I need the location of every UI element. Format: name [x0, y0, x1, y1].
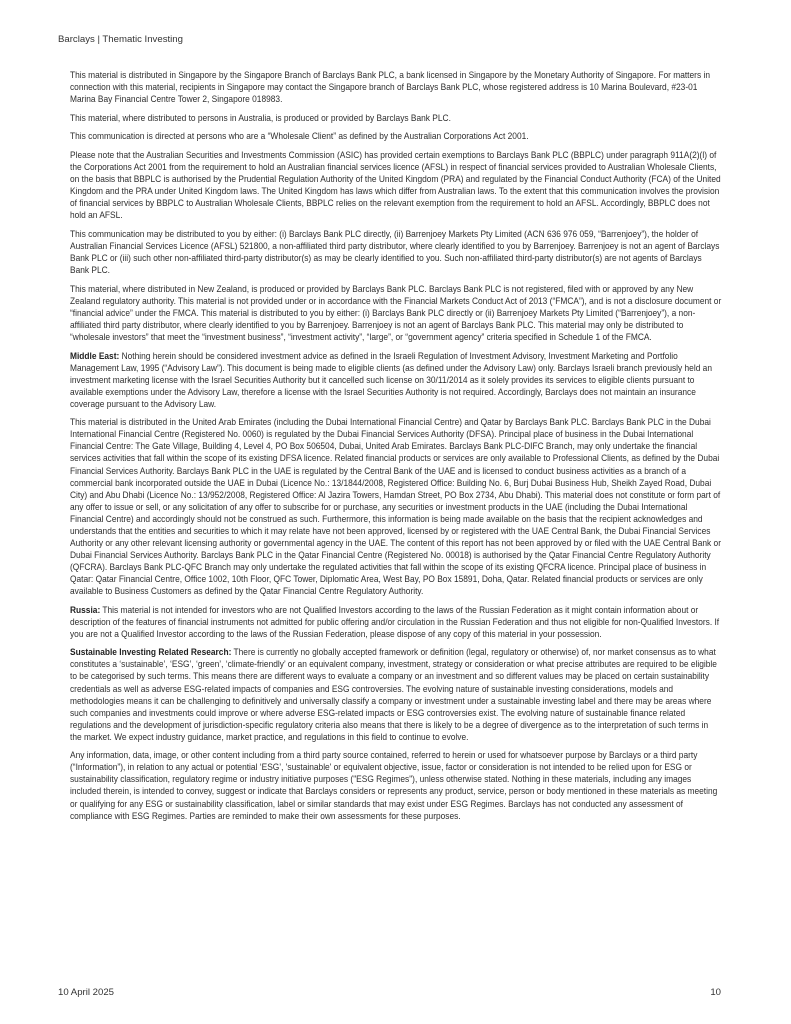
- paragraph-australia: [70, 112, 722, 124]
- paragraph-label: Middle East:: [70, 350, 120, 361]
- paragraph-text: Please note that the Australian Securities and Investments Commission (ASIC) has provided certain exemptions to Barclays Bank PLC (BBPLC) under paragraph 911A(2)(l) of the Corporations Act 2001 from the requirement to hold an Australian financial services licence (AFSL) in respect of financial services provided to Australian Wholesale Clients, on the basis that BBPLC is authorised by the Prudential Regulation Authority of the United Kingdom (PRA) and regulated by the Financial Conduct Authority (FCA) of the United Kingdom and the PRA under United Kingdom laws. The United Kingdom has laws which differ from Australian laws. To the extent that this communication involves the provision of financial services by BBPLC to Australian Wholesale Clients, BBPLC relies on the relevant exemption from the requirement to hold an AFSL. Accordingly, BBPLC does not hold an AFSL.: [70, 150, 721, 221]
- disclosures-body: [70, 69, 722, 828]
- paragraph-russia: [70, 604, 722, 640]
- page-number: 10: [710, 987, 721, 998]
- paragraph-middle-east: [70, 350, 722, 410]
- paragraph-text: This material is distributed in the United Arab Emirates (including the Dubai International Financial Centre) and Qatar by Barclays Bank PLC. Barclays Bank PLC in the Dubai International Financial Centre (Registered No. 0060) is regulated by the Dubai Financial Services Authority (DFSA). Principal place of business in the Dubai International Financial Centre: The Gate Village, Building 4, Level 4, PO Box 506504, Dubai, United Arab Emirates. Barclays Bank PLC-DIFC Branch, may only undertake the financial services activities that fall within the scope of its existing DFSA licence. Related financial products or services are only available to Professional Clients, as defined by the Dubai Financial Services Authority. Barclays Bank PLC in the UAE is regulated by the Central Bank of the UAE and is licensed to conduct business activities as a branch of a commercial bank incorporated outside the UAE in Dubai (Licence No.: 13/1844/2008, Registered Office: Building No. 6, Burj Dubai Business Hub, Sheikh Zayed Road, Dubai City) and Abu Dhabi (Licence No.: 13/952/2008, Registered Office: Al Jazira Towers, Hamdan Street, PO Box 2734, Abu Dhabi). This material does not constitute or form part of any offer to issue or sell, or any solicitation of any offer to subscribe for or purchase, any securities or investment products in the UAE (including the Dubai International Financial Centre) and accordingly should not be construed as such. Furthermore, this information is being made available on the basis that the recipient acknowledges and understands that the entities and securities to which it may relate have not been approved, licensed by or registered with the UAE Central Bank, the Dubai Financial Services Authority or any other relevant licensing authority or governmental agency in the UAE. The content of this report has not been approved by or filed with the UAE Central Bank or Dubai Financial Services Authority. Barclays Bank PLC in the Qatar Financial Centre (Registered No. 00018) is authorised by the Qatar Financial Centre Regulatory Authority (QFCRA). Barclays Bank PLC-QFC Branch may only undertake the regulated activities that fall within the scope of its existing QFCRA licence. Principal place of business in Qatar: Qatar Financial Centre, Office 1002, 10th Floor, QFC Tower, Diplomatic Area, West Bay, PO Box 15891, Doha, Qatar. Related financial products or services are only available to Business Customers as defined by the Qatar Financial Centre Regulatory Authority.: [70, 417, 721, 596]
- paragraph-text: This material is not intended for investors who are not Qualified Investors according to the laws of the Russian Federation as it might contain information about or description of the features of financial instruments not admitted for public offering and/or circulation in the Russian Federation and thus not eligible for non-Qualified Investors. If you are not a Qualified Investor according to the laws of the Russian Federation, please dispose of any copy of this material in your possession.: [70, 604, 720, 639]
- paragraph-new-zealand: [70, 283, 722, 343]
- paragraph-text: This material is distributed in Singapore by the Singapore Branch of Barclays Bank PLC, a bank licensed in Singapore by the Monetary Authority of Singapore. For matters in connection with this material, recipients in Singapore may contact the Singapore branch of Barclays Bank PLC, whose registered address is 10 Marina Boulevard, #23-01 Marina Bay Financial Centre Tower 2, Singapore 018983.: [70, 70, 710, 105]
- footer-date: 10 April 2025: [58, 987, 115, 998]
- paragraph-text: This material, where distributed in New Zealand, is produced or provided by Barclays Bank PLC. Barclays Bank PLC is not registered, filed with or approved by any New Zealand regulatory authority. This material is not provided under or in accordance with the Financial Markets Conduct Act of 2013 (“FMCA”), and is not a disclosure document or “financial advice” under the FMCA. This material is distributed to you by either: (i) Barclays Bank PLC directly or (ii) Barrenjoey Markets Pty Limited (“Barrenjoey”), a non-affiliated third party distributor, where clearly identified to you by Barrenjoey. Barrenjoey is not an agent of Barclays Bank PLC. This material may only be distributed to “wholesale investors” that meet the “investment business”, “investment activity”, “large”, or “government agency” criteria specified in Schedule 1 of the FMCA.: [70, 283, 722, 342]
- paragraph-singapore: [70, 69, 722, 105]
- paragraph-text: This communication is directed at persons who are a “Wholesale Client” as defined by the Australian Corporations Act 2001.: [70, 131, 529, 142]
- paragraph-barrenjoey: [70, 228, 722, 276]
- paragraph-uae-qatar: [70, 416, 722, 597]
- paragraph-esg-information: [70, 749, 722, 821]
- paragraph-text: This communication may be distributed to you by either: (i) Barclays Bank PLC directly, (ii) Barrenjoey Markets Pty Limited (ACN 636 976 059, “Barrenjoey”), the holder of Australian Financial Services Licence (AFSL) 521800, a non-affiliated third party distributor, where clearly identified to you by Barrenjoey. Barrenjoey is not an agent of Barclays Bank PLC or (iii) such other non-affiliated third-party distributor(s) as may be clearly identified to you. Such non-affiliated third-party distributor(s) are not agents of Barclays Bank PLC.: [70, 228, 720, 276]
- paragraph-sustainable-investing: [70, 646, 722, 742]
- paragraph-label: Russia:: [70, 604, 101, 615]
- paragraph-text: Nothing herein should be considered investment advice as defined in the Israeli Regulation of Investment Advisory, Investment Marketing and Portfolio Management Law, 1995 (“Advisory Law”). This document is being made to eligible clients (as defined under the Advisory Law) only. Barclays Israeli branch previously held an investment marketing license with the Israel Securities Authority but it cancelled such license on 30/11/2014 as it solely provides its services to eligible clients pursuant to available exemptions under the Advisory Law, therefore a license with the Israel Securities Authority is not required. Accordingly, Barclays does not maintain an insurance coverage pursuant to the Advisory Law.: [70, 350, 712, 409]
- paragraph-label: Sustainable Investing Related Research:: [70, 647, 232, 658]
- paragraph-text: Any information, data, image, or other content including from a third party source contained, referred to herein or used for whatsoever purpose by Barclays or a third party (“Information”), in relation to any actual or potential ‘ESG’, 'sustainable' or equivalent objective, issue, factor or consideration is not intended to be relied upon for ESG or sustainability classification, regulatory regime or industry initiative purposes ("ESG Regimes"), unless otherwise stated. Nothing in these materials, including any images included therein, is intended to convey, suggest or indicate that Barclays considers or represents any product, service, person or body mentioned in these materials as meeting or qualifying for any ESG or sustainability classification, label or similar standards that may exist under ESG Regimes. Barclays has not conducted any assessment of compliance with ESG Regimes. Parties are reminded to make their own assessments for these purposes.: [70, 750, 718, 821]
- page-header: Barclays | Thematic Investing: [58, 34, 183, 45]
- paragraph-text: This material, where distributed to persons in Australia, is produced or provided by Barclays Bank PLC.: [70, 112, 451, 123]
- paragraph-asic: [70, 149, 722, 221]
- paragraph-text: There is currently no globally accepted framework or definition (legal, regulatory or otherwise) of, nor market consensus as to what constitutes a ‘sustainable’, ‘ESG’, ‘green’, ‘climate-friendly’ or an equivalent company, investment, strategy or consideration or what precise attributes are required to be eligible to be categorised by such terms. This means there are different ways to evaluate a company or an investment and so different values may be placed on certain sustainability credentials as well as adverse ESG-related impacts of companies and ESG controversies. The evolving nature of sustainable investing considerations, models and methodologies means it can be challenging to definitively and universally classify a company or investment under a sustainable investing label and there may be areas where such companies and investments could improve or where adverse ESG-related impacts or ESG controversies exist. The evolving nature of sustainable finance related regulations and the development of jurisdiction-specific regulatory criteria also means that there is likely to be a degree of divergence as to the interpretation of such terms in the market. We expect industry guidance, market practice, and regulations in this field to continue to evolve.: [70, 647, 717, 742]
- paragraph-wholesale-client: [70, 130, 722, 142]
